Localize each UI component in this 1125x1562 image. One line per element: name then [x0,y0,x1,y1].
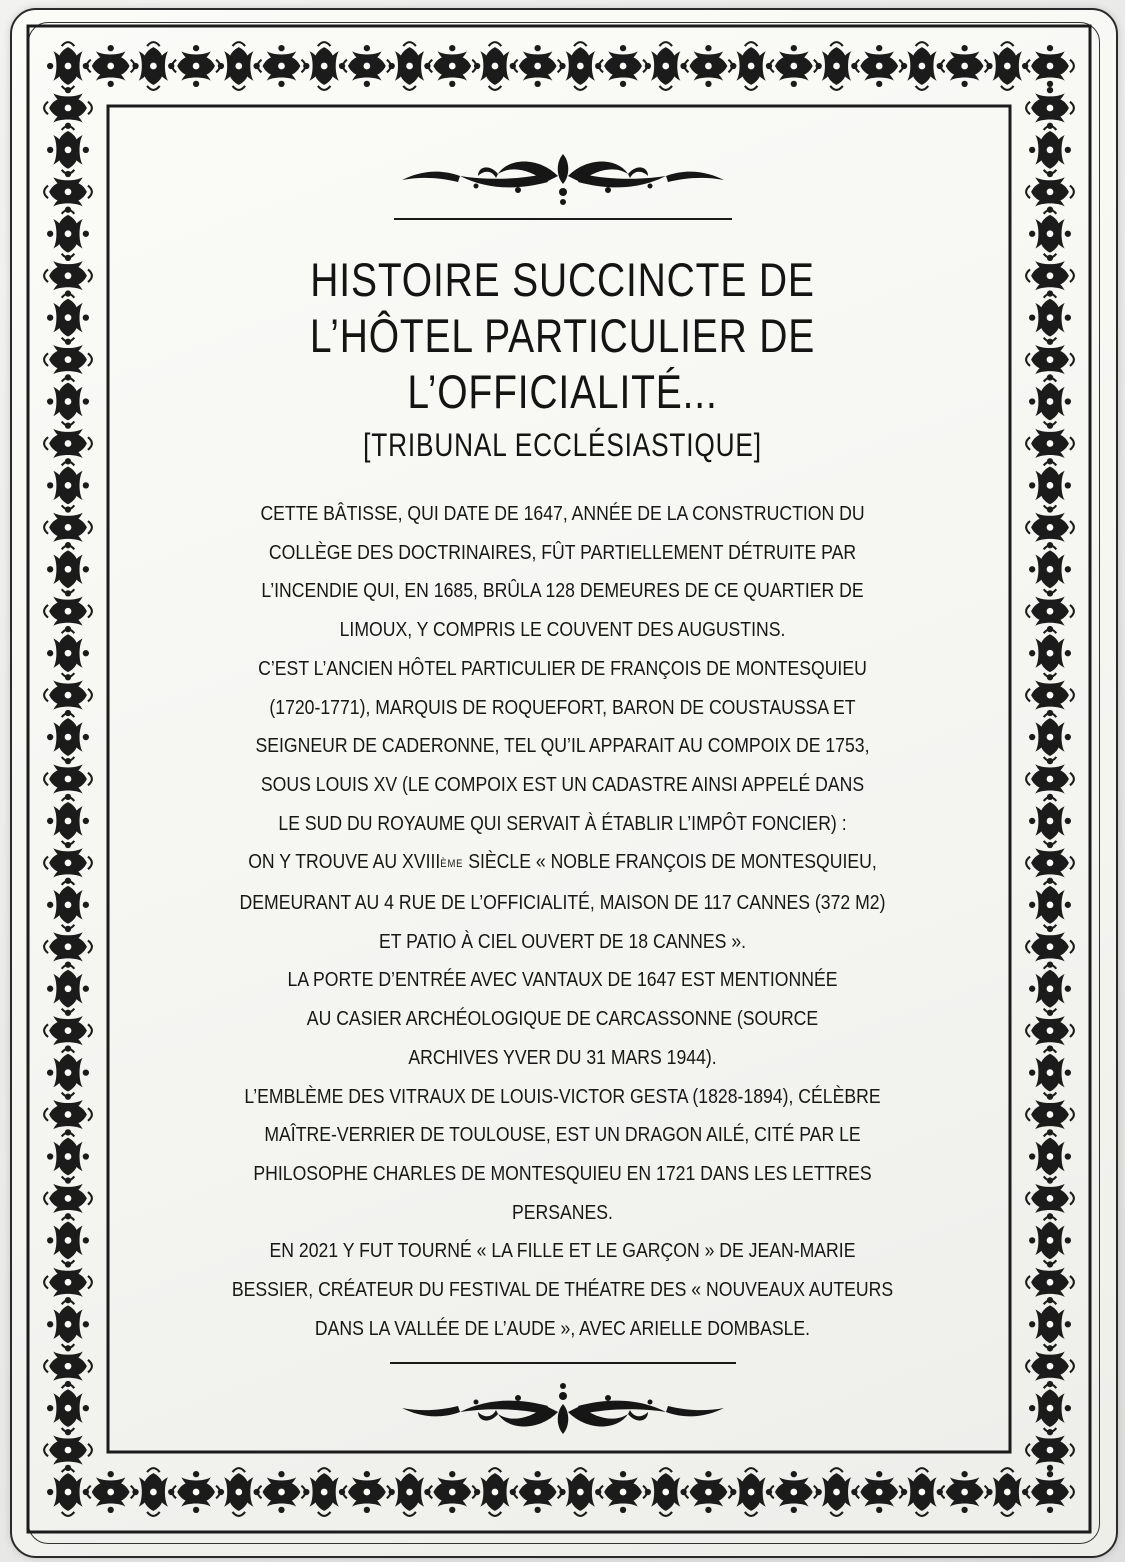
bottom-divider [390,1362,736,1364]
border-tile [770,45,818,87]
border-tile [47,629,89,677]
flourish-ornament-icon [398,146,728,208]
subtitle: [TRIBUNAL ECCLÉSIASTIQUE] [363,427,762,463]
border-tile [1029,462,1071,510]
border-tile [1026,87,1074,129]
border-tile [1026,45,1074,87]
border-tile [1029,210,1071,258]
border-tile [303,1468,345,1516]
body-line: LIMOUX, Y COMPRIS LE COUVENT DES AUGUSTINS. [339,618,786,642]
title-line: L’OFFICIALITÉ... [407,365,718,418]
border-tile [559,1468,601,1516]
border-tile [1029,965,1071,1013]
border-tile [428,1471,476,1513]
border-tile [901,42,943,90]
border-tile [44,1261,92,1303]
border-tile [1026,842,1074,884]
border-tile [87,1471,135,1513]
border-tile [44,1094,92,1136]
border-tile [47,378,89,426]
border-tile [47,797,89,845]
border-tile [1026,1177,1074,1219]
border-tile [44,590,92,632]
border-tile [1029,1133,1071,1181]
border-tile [1026,506,1074,548]
border-tile [599,1471,647,1513]
border-tile [258,1471,306,1513]
border-tile [47,1300,89,1348]
border-tile [132,1468,174,1516]
border-tile [44,1177,92,1219]
border-tile [645,1468,687,1516]
border-tile [47,545,89,593]
border-tile [218,1468,260,1516]
body-line: (1720-1771), MARQUIS DE ROQUEFORT, BARON DE COUSTAUSSA ET [269,695,856,719]
body-text-fragment: ON Y TROUVE AU XVIII [248,850,441,874]
border-tile [1029,713,1071,761]
border-tile [47,1216,89,1264]
border-tile [1029,1049,1071,1097]
border-tile [816,1468,858,1516]
border-tile [44,1429,92,1471]
sign-content [150,140,975,1440]
border-tile [428,45,476,87]
body-line: BESSIER, CRÉATEUR DU FESTIVAL DE THÉATRE DES « NOUVEAUX AUTEURS [231,1278,894,1302]
body-line: ET PATIO À CIEL OUVERT DE 18 CANNES ». [378,929,747,953]
body-line: C’EST L’ANCIEN HÔTEL PARTICULIER DE FRANÇOIS DE MONTESQUIEU [258,656,867,680]
border-tile [599,45,647,87]
border-tile [1029,1300,1071,1348]
border-tile [1029,1216,1071,1264]
body-line: MAÎTRE-VERRIER DE TOULOUSE, EST UN DRAGON AILÉ, CITÉ PAR LE [264,1123,861,1147]
body-line: DEMEURANT AU 4 RUE DE L’OFFICIALITÉ, MAISON DE 117 CANNES (372 M2) [239,891,886,915]
body-line: LE SUD DU ROYAUME QUI SERVAIT À ÉTABLIR L’IMPÔT FONCIER) : [278,811,847,835]
border-tile [901,1468,943,1516]
border-tile [44,1010,92,1052]
border-tile [389,42,431,90]
border-tile [941,1471,989,1513]
border-tile [816,42,858,90]
border-tile [1026,674,1074,716]
border-tile [1029,545,1071,593]
border-tile [1026,590,1074,632]
border-tile [47,294,89,342]
border-tile [44,339,92,381]
border-tile [47,1133,89,1181]
border-tile [44,842,92,884]
border-tile [1029,797,1071,845]
border-tile [855,45,903,87]
superscript: ÈME [440,858,464,871]
flourish-ornament-icon [398,1380,728,1442]
border-tile [47,1049,89,1097]
border-tile [986,42,1028,90]
border-tile [1026,1345,1074,1387]
border-tile [1029,1384,1071,1432]
border-tile [343,1471,391,1513]
border-tile [514,1471,562,1513]
border-tile [685,1471,733,1513]
border-tile [770,1471,818,1513]
body-text [208,495,918,1348]
border-tile [44,171,92,213]
body-line: PHILOSOPHE CHARLES DE MONTESQUIEU EN 1721 DANS LES LETTRES [253,1161,872,1185]
page-title [220,252,905,420]
border-tile [1029,294,1071,342]
body-line: ARCHIVES YVER DU 31 MARS 1944). [408,1045,717,1069]
border-tile [1026,339,1074,381]
border-tile [1026,926,1074,968]
border-tile [44,758,92,800]
border-tile [1029,126,1071,174]
border-tile [1029,378,1071,426]
body-text-fragment: SIÈCLE « NOBLE FRANÇOIS DE MONTESQUIEU, [463,850,877,874]
border-tile [87,45,135,87]
border-tile [44,422,92,464]
border-tile [343,45,391,87]
border-tile [855,1471,903,1513]
border-tile [1026,1429,1074,1471]
border-tile [730,1468,772,1516]
title-line: L’HÔTEL PARTICULIER DE [309,309,816,362]
border-tile [47,462,89,510]
border-tile [44,255,92,297]
body-line: L’INCENDIE QUI, EN 1685, BRÛLA 128 DEMEURES DE CE QUARTIER DE [261,579,864,603]
border-tile [1026,758,1074,800]
border-tile [47,1468,89,1516]
border-tile [44,506,92,548]
border-tile [47,965,89,1013]
border-tile [172,1471,220,1513]
border-tile [474,42,516,90]
border-tile [258,45,306,87]
border-tile [685,45,733,87]
border-tile [1026,1261,1074,1303]
body-line: COLLÈGE DES DOCTRINAIRES, FÛT PARTIELLEMENT DÉTRUITE PAR [268,540,857,564]
body-line: L’EMBLÈME DES VITRAUX DE LOUIS-VICTOR GESTA (1828-1894), CÉLÈBRE [244,1084,881,1108]
border-tile [47,42,89,90]
border-tile [1026,1010,1074,1052]
body-line: PERSANES. [512,1200,613,1224]
border-tile [1026,255,1074,297]
body-line: DANS LA VALLÉE DE L’AUDE », AVEC ARIELLE DOMBASLE. [314,1316,811,1340]
body-line: CETTE BÂTISSE, QUI DATE DE 1647, ANNÉE DE LA CONSTRUCTION DU [260,502,865,525]
border-tile [47,210,89,258]
body-line: SOUS LOUIS XV (LE COMPOIX EST UN CADASTRE AINSI APPELÉ DANS [260,772,865,796]
border-tile [47,126,89,174]
border-tile [303,42,345,90]
border-tile [44,87,92,129]
border-tile [1026,171,1074,213]
border-tile [44,1345,92,1387]
border-tile [514,45,562,87]
border-tile [172,45,220,87]
border-tile [47,1384,89,1432]
border-tile [389,1468,431,1516]
border-tile [1026,1471,1074,1513]
border-tile [132,42,174,90]
border-tile [1029,881,1071,929]
title-line: HISTOIRE SUCCINCTE DE [310,253,815,306]
border-tile [44,674,92,716]
border-tile [559,42,601,90]
body-line: AU CASIER ARCHÉOLOGIQUE DE CARCASSONNE (SOURCE [306,1007,819,1031]
border-tile [986,1468,1028,1516]
border-tile [1026,1094,1074,1136]
top-divider [394,218,732,220]
body-line: SEIGNEUR DE CADERONNE, TEL QU’IL APPARAIT AU COMPOIX DE 1753, [255,734,870,758]
body-line [208,843,918,884]
border-tile [730,42,772,90]
border-tile [1026,422,1074,464]
border-tile [47,713,89,761]
body-line: LA PORTE D’ENTRÉE AVEC VANTAUX DE 1647 EST MENTIONNÉE [287,968,838,992]
border-tile [941,45,989,87]
border-tile [474,1468,516,1516]
body-line: EN 2021 Y FUT TOURNÉ « LA FILLE ET LE GARÇON » DE JEAN-MARIE [269,1239,856,1263]
border-tile [218,42,260,90]
border-tile [1029,629,1071,677]
border-tile [47,881,89,929]
border-tile [44,926,92,968]
border-tile [645,42,687,90]
